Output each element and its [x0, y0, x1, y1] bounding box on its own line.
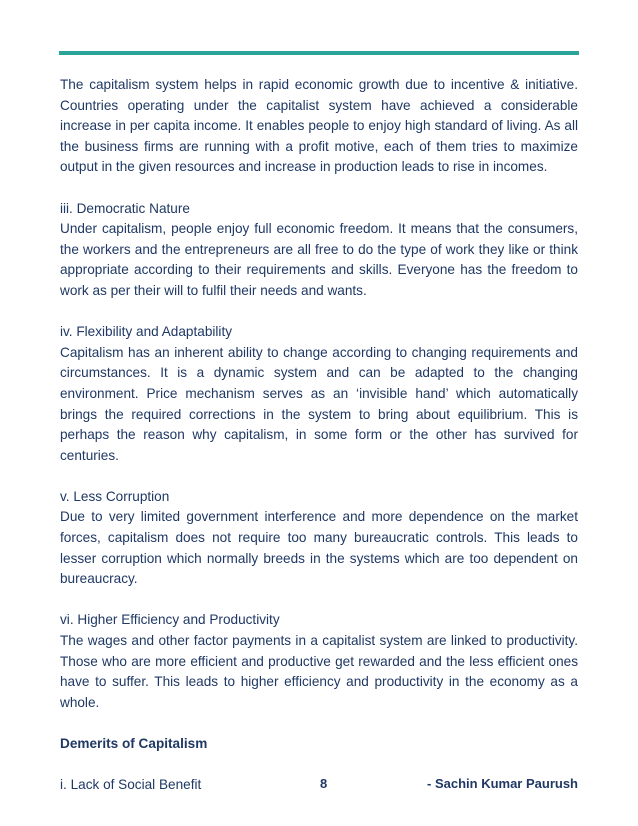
corruption-paragraph: Due to very limited government interference and more dependence on the market forces, capitalism does not require too many bureaucratic controls. This leads to lesser corruption which normally breeds in the systems which are too dependent on bureaucracy.	[60, 509, 578, 587]
democratic-paragraph: Under capitalism, people enjoy full economic freedom. It means that the consumers, the workers and the entrepreneurs are all free to do the type of work they like or think appropriate according to their requirements and skills. Everyone has the freedom to work as per their will to fulfil their needs and wants.	[60, 221, 578, 298]
section-heading-flexibility: iv. Flexibility and Adaptability	[60, 324, 233, 340]
flexibility-paragraph: Capitalism has an inherent ability to change according to changing requirements and circumstances. It is a dynamic system and can be adapted to the changing environment. Price mechanism serves as an ‘invisible hand’ which automatically brings the required corrections in the system to bring about equilibrium. This is perhaps the reason why capitalism, in some form or the other has survived for centuries.	[60, 344, 578, 463]
section-heading-democratic: iii. Democratic Nature	[60, 200, 190, 216]
section-heading-corruption: v. Less Corruption	[60, 488, 170, 504]
page-number: 8	[320, 776, 328, 791]
demerits-heading: Demerits of Capitalism	[60, 736, 208, 751]
page-body	[60, 75, 578, 796]
section-heading-efficiency: vi. Higher Efficiency and Productivity	[60, 612, 280, 628]
section-heading-social-benefit: i. Lack of Social Benefit	[60, 777, 202, 793]
page-footer	[60, 776, 578, 796]
author-credit: - Sachin Kumar Paurush	[427, 776, 578, 791]
efficiency-paragraph: The wages and other factor payments in a capitalist system are linked to productivity. Those who are more efficient and productive get rewarded and the less efficient ones have to suffer. This leads to higher efficiency and productivity in the economy as a whole.	[60, 633, 578, 710]
intro-paragraph: The capitalism system helps in rapid economic growth due to incentive & initiative. Countries operating under the capitalist system have achieved a considerable increase in per capita income. It enables people to enjoy high standard of living. As all the business firms are running with a profit motive, each of them tries to maximize output in the given resources and increase in production leads to rise in incomes.	[60, 77, 578, 175]
header-rule	[59, 51, 579, 55]
